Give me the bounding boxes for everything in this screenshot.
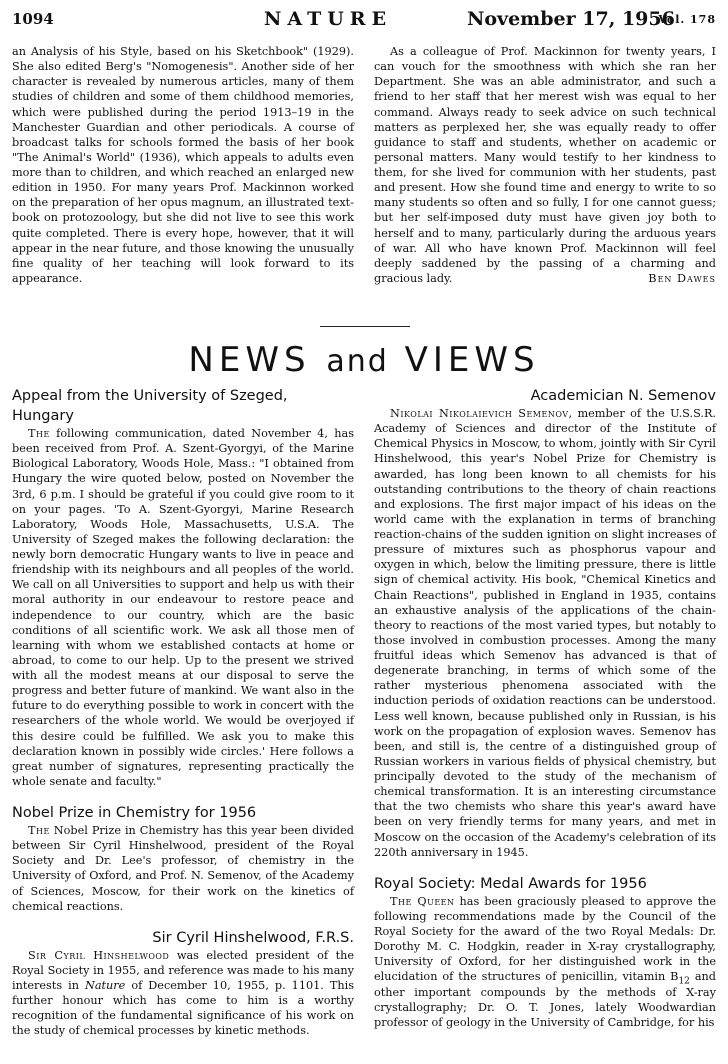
journal-masthead: NATURE (264, 8, 393, 30)
section-divider (320, 326, 410, 327)
obituary-paragraph-right: As a colleague of Prof. Mackinnon for twenty years, I can vouch for the smoothness with which she ran her Department. She was an able administrator, and such a friend to her staff that her merest wish was equal to her command. Always ready to seek advice on such technical matters as perplexed her, she was equally ready to offer guidance to staff and students, whether on academic or personal matters. Many would testify to her kindness to them, for she lived for communion with her students, past and present. How she found time and energy to write to so many students so often and so fully, I for one cannot guess; but her self-imposed duty must have given joy both to herself and to many, particularly during the arduous years of war. All who have known Prof. Mackinnon will feel deeply saddened by the passing of a charming and gracious lady. Ben Dawes (374, 45, 716, 285)
article-royal-society-medals: The Queen has been graciously pleased to approve the following recommendations made by the Council of the Royal Society for the award of the two Royal Medals: Dr. Dorothy M. C. Hodgkin, reader in X-ray crystallography, University of Oxford, for her distinguished work in the elucidation of the structures of penicillin, vitamin $B_{12}$ and other important compounds by the methods of X-ray crystallography; Dr. O. T. Jones, lately Woodwardian professor of geology in the University of Cambridge, for his (374, 894, 717, 1029)
heading-semenov: Academician N. Semenov (530, 388, 716, 404)
article-nobel-prize: The Nobel Prize in Chemistry has this year been divided between Sir Cyril Hinshelwood, president of the Royal Society and Dr. Lee's professor, of chemistry in the University of Oxford, and Prof. N. Semenov, of the Academy of Sciences, Moscow, for their work on the kinetics of chemical reactions. (12, 824, 354, 913)
article-semenov: Nikolai Nikolaievich Semenov, member of the U.S.S.R. Academy of Sciences and director of the Institute of Chemical Physics in Moscow, to whom, jointly with Sir Cyril Hinshelwood, this year's Nobel Prize for Chemistry is awarded, has long been known to all chemists for his outstanding contributions to the theory of chain reactions and explosions. The first major impact of his ideas on the world came with the explanation in terms of branching reaction-chains of the sudden ignition on slight increases of pressure of mixtures such as phosphorus vapour and oxygen in which, below the limiting pressure, there is little sign of chemical activity. His book, "Chemical Kinetics and Chain Reactions", published in England in 1935, contains an exhaustive analysis of the applications of the chain-theory to reactions of the most varied types, but notably to those involved in combustion processes. Among the many fruitful ideas which Semenov has advanced is that of degenerate branching, in terms of which some of the rather mysterious phenomena associated with the induction periods of oxidation reactions can be understood. Less well known, because published only in Russian, is his work on the propagation of explosion waves. Semenov has been, and still is, the centre of a distinguished group of Russian workers in various fields of physical chemistry, but principally devoted to the study of the mechanism of chemical transformation. It is an interesting circumstance that the two chemists who share this year's award have been on very friendly terms for many years, and met in Moscow on the occasion of the Academy's celebration of its 220th anniversary in 1945. (374, 407, 717, 859)
author-signature: Ben Dawes (648, 271, 716, 285)
heading-nobel-prize: Nobel Prize in Chemistry for 1956 (12, 805, 257, 821)
volume-number: Vol. 178 (658, 13, 716, 26)
heading-hinshelwood: Sir Cyril Hinshelwood, F.R.S. (152, 929, 354, 946)
heading-royal-society-medals: Royal Society: Medal Awards for 1956 (374, 875, 647, 892)
obituary-continuation-left (12, 44, 354, 286)
obituary-paragraph-left: an Analysis of his Style, based on his Sketchbook" (1929). She also edited Berg's "Nomogenesis". Another side of her character is revealed by numerous articles, many of them studies of children and some of them childhood memories, which were published during the period 1913–19 in the Manchester Guardian and other periodicals. A course of broadcast talks for schools formed the basis of her book "The Animal's World" (1936), which appeals to adults even more than to children, and which reached an enlarged new edition in 1950. For many years Prof. Mackinnon worked on the preparation of her opus magnum, an illustrated text-book on protozoology, but she did not live to see this work quite completed. There is every hope, however, that it will appear in the near future, and those knowing the unusually fine quality of her teaching will look forward to its appearance. (12, 45, 354, 285)
news-column-left (12, 386, 354, 1039)
issue-date: November 17, 1956 (467, 8, 675, 30)
article-hinshelwood: Sir Cyril Hinshelwood was elected president of the Royal Society in 1955, and reference was made to his many interests in Nature of December 10, 1955, p. 1101. This further honour which has come to him is a worthy recognition of the fundamental significance of his work on the study of chemical processes by kinetic methods. (12, 948, 354, 1038)
page-number: 1094 (12, 10, 54, 28)
news-column-right (374, 386, 716, 1030)
running-header (12, 8, 716, 32)
heading-szeged-appeal: Appeal from the University of Szeged, Hungary (12, 388, 288, 424)
article-szeged-appeal: The following communication, dated November 4, has been received from Prof. A. Szent-Gyorgyi, of the Marine Biological Laboratory, Woods Hole, Mass.: "I obtained from Hungary the wire quoted below, posted on November the 3rd, 6 p.m. I should be grateful if you could give room to it on your pages. 'To A. Szent-Gyorgyi, Marine Research Laboratory, Woods Hole, Massachusetts, U.S.A. The University of Szeged makes the following declaration: the newly born democratic Hungary wants to live in peace and friendship with its neighbours and all peoples of the world. We call on all Universities to support and help us with their moral authority in our endeavour to restore peace and independence to our country, which are the basic conditions of all scientific work. We ask all those men of learning with whom we established contacts at home or abroad, to come to our help. Up to the present we strived with all the modest means at our disposal to serve the progress and better future of mankind. We want also in the future to do everything possible to work in concert with the researchers of the whole world. We would be overjoyed if this desire could be fulfilled. We ask you to make this declaration known in possibly wide circles.' Here follows a great number of signatures, representing practically the whole senate and faculty." (12, 427, 354, 788)
obituary-continuation-right (374, 44, 716, 286)
section-title: NEWS and VIEWS (188, 340, 540, 380)
